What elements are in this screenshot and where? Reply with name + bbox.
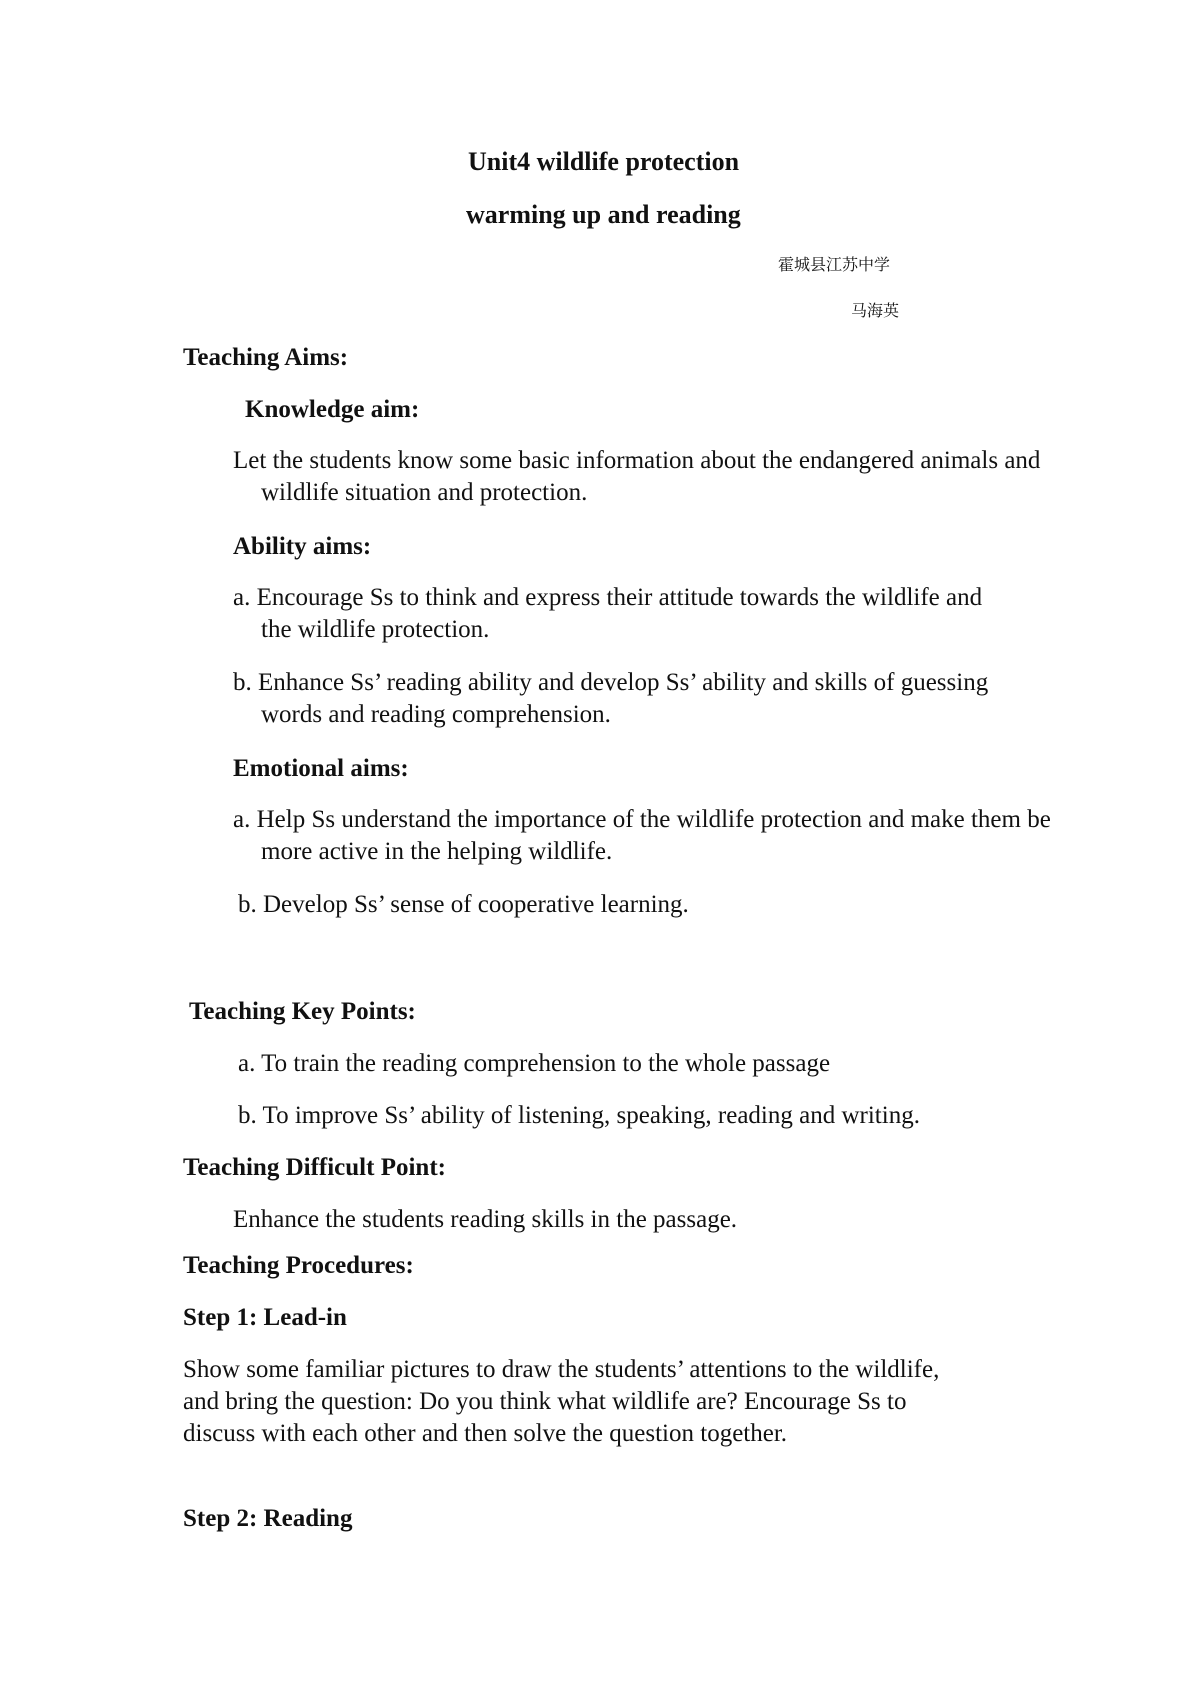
emotional-aims-heading: Emotional aims: bbox=[233, 755, 409, 782]
key-point-item: a. To train the reading comprehension to the whole passage bbox=[238, 1050, 831, 1077]
knowledge-aim-heading: Knowledge aim: bbox=[245, 396, 420, 423]
author-name: 马海英 bbox=[851, 303, 900, 320]
key-point-item: b. To improve Ss’ ability of listening, speaking, reading and writing. bbox=[238, 1102, 920, 1129]
key-points-heading: Teaching Key Points: bbox=[189, 998, 416, 1025]
step2-heading: Step 2: Reading bbox=[183, 1505, 353, 1532]
emotional-aim-item: a. Help Ss understand the importance of the wildlife protection and make them be more active in the helping wildlife. bbox=[233, 806, 1051, 865]
difficult-point-heading: Teaching Difficult Point: bbox=[183, 1154, 446, 1181]
school-name: 霍城县江苏中学 bbox=[778, 257, 891, 274]
document-subtitle: warming up and reading bbox=[466, 200, 741, 229]
step1-heading: Step 1: Lead-in bbox=[183, 1304, 347, 1331]
emotional-aim-item: b. Develop Ss’ sense of cooperative learning. bbox=[238, 891, 689, 918]
document-title: Unit4 wildlife protection bbox=[468, 147, 740, 176]
teaching-aims-heading: Teaching Aims: bbox=[183, 344, 349, 371]
knowledge-aim-text: Let the students know some basic information about the endangered animals and wildlife situation and protection. bbox=[233, 447, 1041, 506]
procedures-heading: Teaching Procedures: bbox=[183, 1252, 414, 1279]
step1-text: Show some familiar pictures to draw the students’ attentions to the wildlife, and bring the question: Do you think what wildlife are? Encourage Ss to discuss with each other and then solve the question together. bbox=[183, 1356, 940, 1447]
ability-aims-heading: Ability aims: bbox=[233, 533, 372, 560]
ability-aim-item: a. Encourage Ss to think and express their attitude towards the wildlife and the wildlife protection. bbox=[233, 584, 983, 643]
difficult-point-text: Enhance the students reading skills in the passage. bbox=[233, 1206, 738, 1233]
ability-aim-item: b. Enhance Ss’ reading ability and develop Ss’ ability and skills of guessing words and reading comprehension. bbox=[233, 669, 989, 728]
